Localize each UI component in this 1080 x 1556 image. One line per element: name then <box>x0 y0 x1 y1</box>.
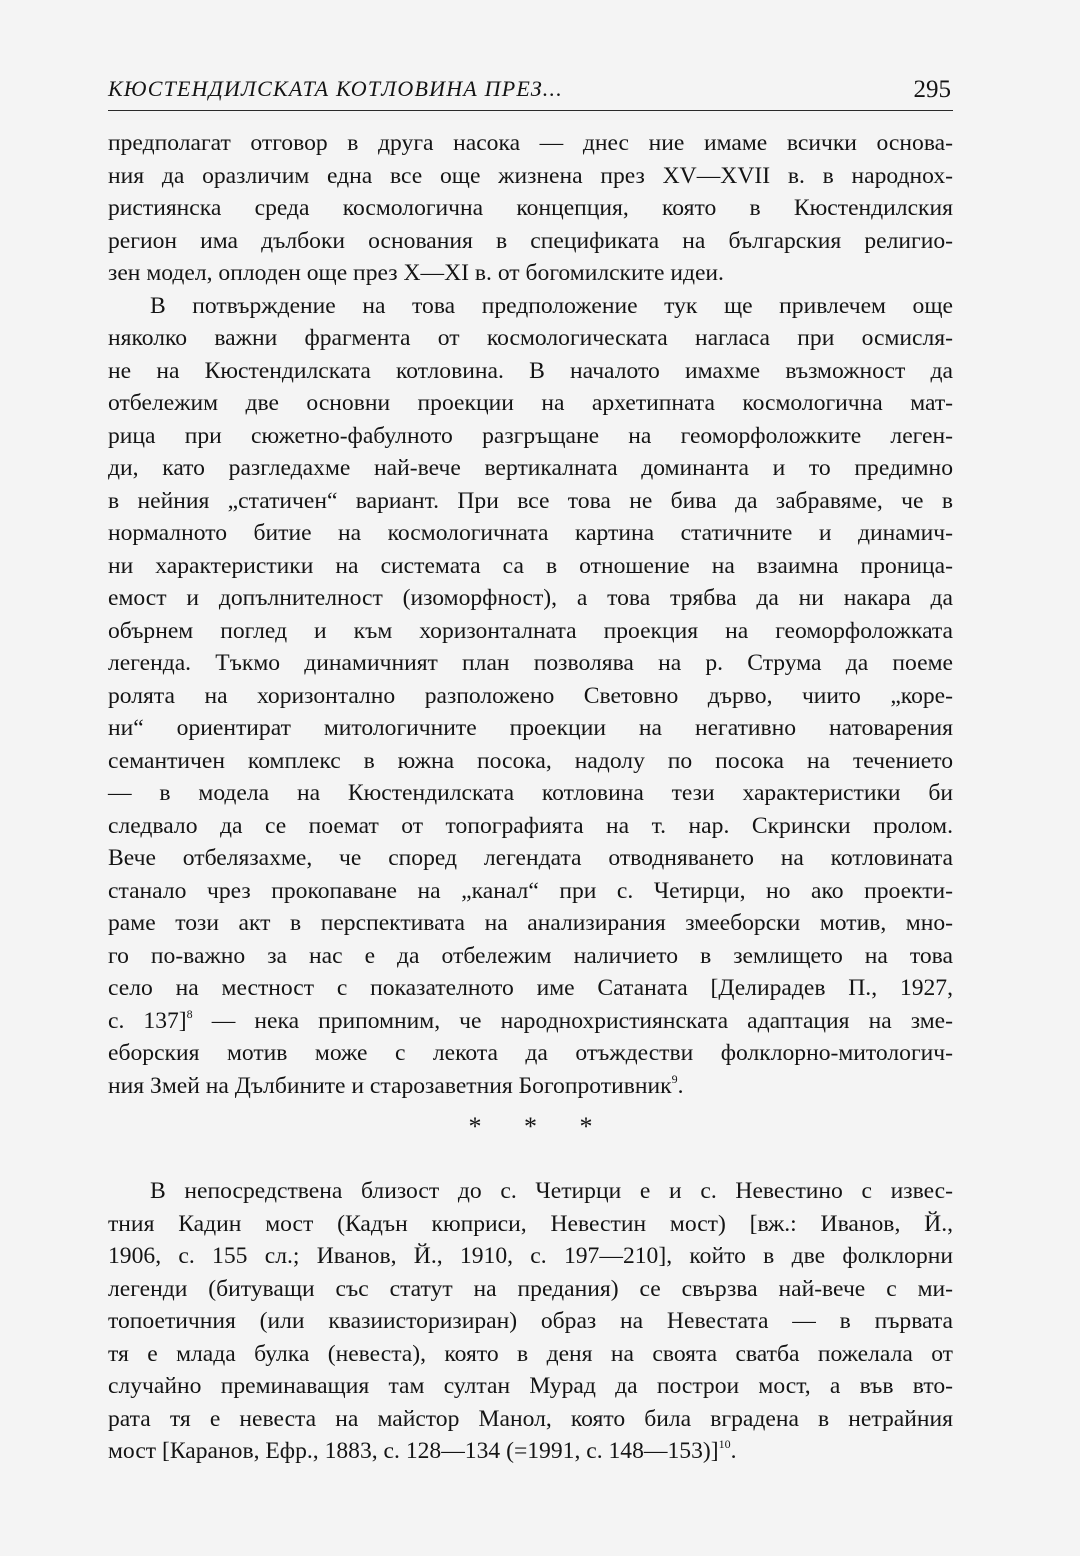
text-line: емост и допълнителност (изоморфност), а това трябва да ни накара да <box>108 585 953 611</box>
text-line: Вече отбелязахме, че според легендата отводняването на котловината <box>108 845 953 871</box>
text-line: ни“ ориентират митологичните проекции на негативно натоварения <box>108 715 953 741</box>
section-separator: * * * <box>468 1112 611 1141</box>
text-segment: мост [Каранов, Ефр., 1883, с. 128—134 (=1991, с. 148—153)] <box>108 1438 719 1464</box>
footnote-ref-10[interactable]: 10 <box>718 1437 731 1451</box>
page-number: 295 <box>913 76 951 103</box>
text-line: легенда. Тъкмо динамичният план позволява на р. Струма да поеме <box>108 650 953 676</box>
text-segment: ния Змей на Дълбините и старозаветния Богопротивник <box>108 1072 672 1099</box>
text-line: рата тя е невеста на майстор Манол, която била вградена в нетрайния <box>108 1405 953 1432</box>
text-line: нормалното битие на космологичната картина статичните и динамич- <box>108 520 953 546</box>
text-line: го по-важно за нас е да отбележим наличието в землището на това <box>108 942 953 969</box>
text-line: обърнем поглед и към хоризонталната проекция на геоморфоложката <box>108 617 953 644</box>
text-segment: . <box>677 1072 684 1099</box>
text-line: в нейния „статичен“ вариант. При все това не бива да забравяме, че в <box>108 487 953 514</box>
body-text <box>108 127 953 1468</box>
text-line: еборския мотив може с лекота да отъждестви фолклорно-митологич- <box>108 1040 953 1066</box>
text-line: предполагат отговор в друга насока — днес ние имаме всички основа- <box>108 130 953 156</box>
text-line: раме този акт в перспективата на анализирания змееборски мотив, мно- <box>108 910 953 936</box>
footnote-ref-9[interactable]: 9 <box>671 1071 678 1086</box>
text-line: тя е млада булка (невеста), която в деня на своята сватба пожелала от <box>108 1340 953 1367</box>
text-line: ристиянска среда космологична концепция, която в Кюстендилския <box>108 195 953 221</box>
running-head <box>108 70 953 111</box>
running-title: КЮСТЕНДИЛСКАТА КОТЛОВИНА ПРЕЗ... <box>108 76 563 101</box>
text-line: случайно преминаващия там султан Мурад да построи мост, а във вто- <box>108 1373 953 1399</box>
text-line: ния да оразличим една все още жизнена през XV—XVII в. в народнох- <box>108 162 953 189</box>
text-segment: с. 137] <box>108 1007 187 1034</box>
text-line: следвало да се поемат от топографията на т. нар. Скрински пролом. <box>108 812 953 839</box>
text-line: топоетичния (или квазиисторизиран) образ на Невестата — в първата <box>108 1308 953 1334</box>
text-segment: . <box>730 1438 737 1464</box>
text-line: ролята на хоризонтално разположено Световно дърво, чиито „коре- <box>108 682 953 709</box>
text-line: зен модел, оплоден още през X—XI в. от богомилските идеи. <box>108 260 724 286</box>
footnote-ref-8[interactable]: 8 <box>186 1006 193 1021</box>
text-line: рица при сюжетно-фабулното разгръщане на геоморфоложките леген- <box>108 422 953 449</box>
text-line: регион има дълбоки основания в спецификата на българския религио- <box>108 227 953 254</box>
text-line: легенди (битуващи със статут на предания) се свързва най-вече с ми- <box>108 1275 953 1302</box>
text-line: В потвърждение на това предположение тук ще привлечем още <box>150 292 953 319</box>
text-line-with-footnote <box>108 1005 953 1038</box>
text-segment: — нека припомним, че народнохристиянската адаптация на зме- <box>192 1007 953 1034</box>
text-line: няколко важни фрагмента от космологическата нагласа при осмисля- <box>108 325 953 351</box>
text-line: В непосредствена близост до с. Четирци е и с. Невестино с извес- <box>150 1178 953 1204</box>
text-line: отбележим две основни проекции на архетипната космологична мат- <box>108 390 953 416</box>
text-line: не на Кюстендилската котловина. В началото имахме възможност да <box>108 357 953 384</box>
text-line-with-footnote <box>108 1435 953 1468</box>
text-line: тния Кадин мост (Кадън кюприси, Невестин мост) [вж.: Иванов, Й., <box>108 1210 953 1237</box>
text-line: — в модела на Кюстендилската котловина тези характеристики би <box>108 780 953 806</box>
text-line: семантичен комплекс в южна посока, надолу по посока на течението <box>108 747 953 774</box>
text-line: село на местност с показателното име Сатаната [Делирадев П., 1927, <box>108 975 953 1001</box>
text-line: 1906, с. 155 сл.; Иванов, Й., 1910, с. 197—210], който в две фолклорни <box>108 1243 953 1269</box>
text-line-with-footnote <box>108 1070 953 1103</box>
text-line: ди, като разгледахме най-вече вертикалната доминанта и то предимно <box>108 455 953 481</box>
text-line: ни характеристики на системата са в отношение на взаимна проница- <box>108 552 953 579</box>
text-line: станало чрез прокопаване на „канал“ при с. Четирци, но ако проекти- <box>108 877 953 904</box>
